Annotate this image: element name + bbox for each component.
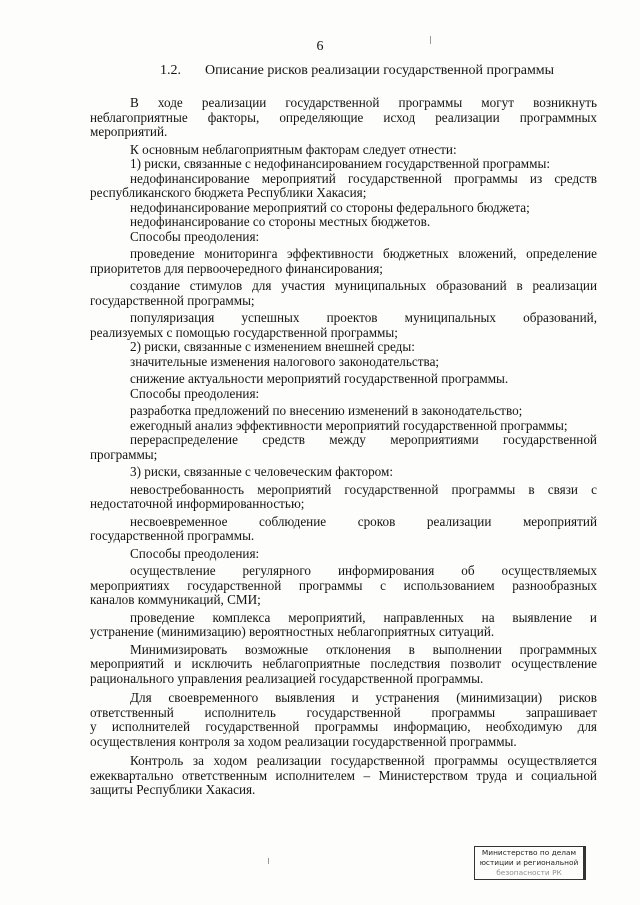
- text-line: значительные изменения налогового законодательства;: [130, 354, 440, 369]
- text-line: невостребованность мероприятий государственной программы в связи с: [130, 482, 597, 497]
- text-line: проведение комплекса мероприятий, направленных на выявление и: [130, 610, 597, 625]
- registration-stamp: [474, 846, 586, 880]
- text-line: разработка предложений по внесению изменений в законодательство;: [130, 404, 523, 418]
- text-line: республиканского бюджета Республики Хакасия;: [90, 186, 367, 200]
- text-line: К основным неблагоприятным факторам следует отнести:: [130, 142, 457, 157]
- text-line: Способы преодоления:: [130, 386, 260, 401]
- text-line: программы;: [90, 447, 158, 462]
- text-line: осуществление регулярного информирования об осуществляемых: [130, 564, 597, 578]
- text-line: рационального управления реализацией государственной программы.: [90, 671, 484, 686]
- scan-mark: [268, 858, 269, 864]
- text-line: государственной программы.: [90, 529, 255, 543]
- text-line: Минимизировать возможные отклонения в выполнении программных: [130, 642, 597, 657]
- text-line: создание стимулов для участия муниципальных образований в реализации: [130, 279, 597, 293]
- text-line: Способы преодоления:: [130, 546, 260, 561]
- section-heading: [160, 63, 600, 79]
- text-line: Для своевременного выявления и устранения (минимизации) рисков: [130, 691, 597, 705]
- text-line: ответственный исполнитель государственной программы запрашивает: [90, 705, 597, 720]
- text-line: недофинансирование мероприятий со стороны федерального бюджета;: [130, 200, 530, 215]
- text-line: 2) риски, связанные с изменением внешней среды:: [130, 340, 415, 354]
- text-line: перераспределение средств между мероприятиями государственной: [130, 433, 597, 447]
- text-line: ежегодный анализ эффективности мероприятий государственной программы;: [130, 418, 568, 433]
- text-line: 1) риски, связанные с недофинансированием государственной программы:: [130, 157, 550, 171]
- text-line: снижение актуальности мероприятий государственной программы.: [130, 372, 509, 386]
- text-line: реализуемых с помощью государственной программы;: [90, 325, 398, 340]
- text-line: 3) риски, связанные с человеческим фактором:: [130, 465, 394, 479]
- section-number: 1.2.: [160, 63, 181, 78]
- text-line: популяризация успешных проектов муниципальных образований,: [130, 311, 597, 325]
- scan-mark: [430, 36, 431, 44]
- text-line: недостаточной информированностью;: [90, 497, 305, 511]
- section-title: Описание рисков реализации государственной программы: [205, 63, 555, 78]
- text-line: государственной программы;: [90, 293, 255, 308]
- text-line: Способы преодоления:: [130, 229, 260, 244]
- document-body: [90, 96, 597, 798]
- text-line: у исполнителей государственной программы информацию, необходимую для: [90, 720, 597, 734]
- text-line: недофинансирование мероприятий государственной программы из средств: [130, 171, 597, 186]
- text-line: несвоевременное соблюдение сроков реализации мероприятий: [130, 514, 597, 529]
- stamp-line: Министерство по делам: [481, 848, 577, 857]
- text-line: осуществления контроля за ходом реализации государственной программы.: [90, 734, 517, 749]
- text-line: приоритетов для первоочередного финансирования;: [90, 261, 383, 276]
- text-line: неблагоприятные факторы, определяющие исход реализации программных: [90, 110, 597, 125]
- text-line: мероприятиях государственной программы с использованием разнообразных: [90, 578, 597, 593]
- text-line: мероприятий.: [90, 125, 168, 139]
- text-line: защиты Республики Хакасия.: [90, 783, 256, 797]
- text-line: ежеквартально ответственным исполнителем – Министерством труда и социальной: [90, 768, 597, 783]
- text-line: недофинансирование со стороны местных бюджетов.: [130, 215, 431, 229]
- text-line: мероприятий и исключить неблагоприятные последствия позволит осуществление: [90, 657, 597, 671]
- stamp-line: безопасности РК: [496, 868, 562, 877]
- text-line: Контроль за ходом реализации государственной программы осуществляется: [130, 754, 597, 768]
- text-line: каналов коммуникаций, СМИ;: [90, 593, 261, 607]
- text-line: устранение (минимизацию) вероятностных неблагоприятных ситуаций.: [90, 625, 495, 639]
- page-number: 6: [316, 39, 324, 54]
- text-line: проведение мониторинга эффективности бюджетных вложений, определение: [130, 247, 597, 261]
- text-line: В ходе реализации государственной программы могут возникнуть: [130, 96, 597, 110]
- stamp-line: юстиции и региональной: [479, 858, 579, 867]
